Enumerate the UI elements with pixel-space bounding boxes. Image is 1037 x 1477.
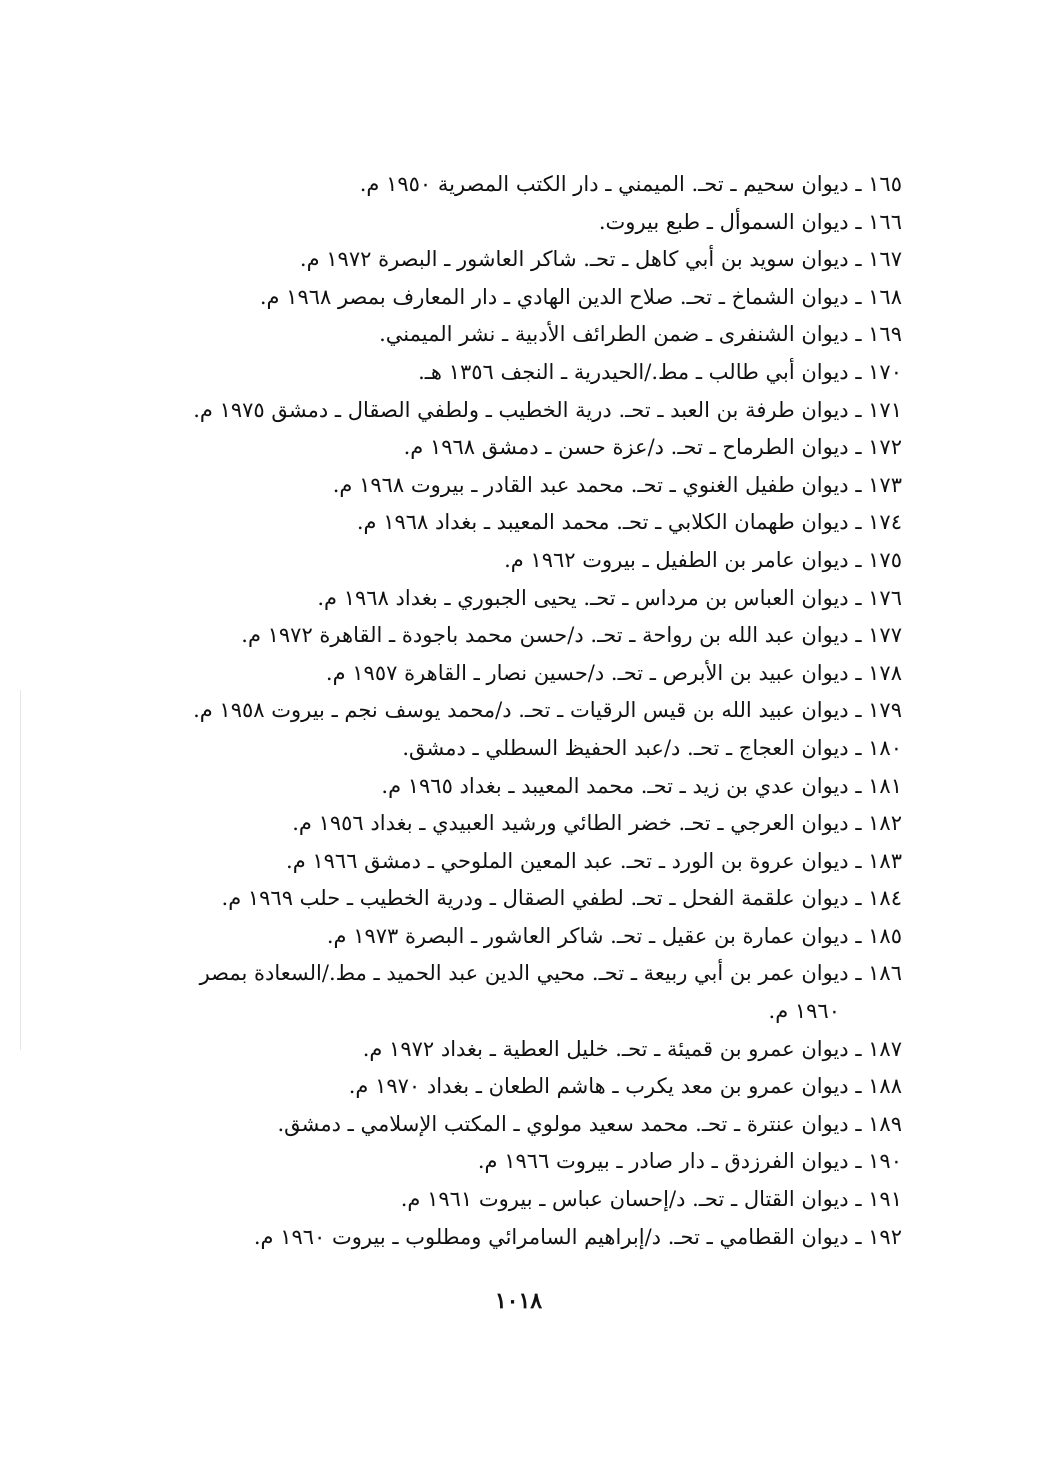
bibliography-entry: ١٦٥ ـ ديوان سحيم ـ تحـ. الميمني ـ دار الكتب المصرية ١٩٥٠ م. — [359, 172, 902, 196]
bibliography-entry: ١٨٠ ـ ديوان العجاج ـ تحـ. د/عبد الحفيظ السطلي ـ دمشق. — [402, 735, 902, 760]
bibliography-entry: ١٩١ ـ ديوان القتال ـ تحـ. د/إحسان عباس ـ بيروت ١٩٦١ م. — [400, 1187, 902, 1212]
bibliography-entry: ١٧٦ ـ ديوان العباس بن مرداس ـ تحـ. يحيى الجبوري ـ بغداد ١٩٦٨ م. — [317, 585, 902, 610]
bibliography-entry: ١٧٩ ـ ديوان عبيد الله بن قيس الرقيات ـ تحـ. د/محمد يوسف نجم ـ بيروت ١٩٥٨ م. — [193, 698, 902, 723]
bibliography-entry: ١٧٢ ـ ديوان الطرماح ـ تحـ. د/عزة حسن ـ دمشق ١٩٦٨ م. — [403, 435, 902, 460]
bibliography-entry: ١٧٤ ـ ديوان طهمان الكلابي ـ تحـ. محمد المعيبد ـ بغداد ١٩٦٨ م. — [356, 510, 902, 535]
bibliography-list — [132, 166, 902, 1256]
bibliography-entry: ١٦٦ ـ ديوان السموأل ـ طبع بيروت. — [598, 209, 902, 234]
bibliography-entry: ١٧١ ـ ديوان طرفة بن العبد ـ تحـ. درية الخطيب ـ ولطفي الصقال ـ دمشق ١٩٧٥ م. — [193, 397, 902, 422]
bibliography-entry: ١٩٠ ـ ديوان الفرزدق ـ دار صادر ـ بيروت ١٩٦٦ م. — [477, 1149, 902, 1174]
bibliography-entry: ١٧٥ ـ ديوان عامر بن الطفيل ـ بيروت ١٩٦٢ م. — [504, 547, 902, 572]
bibliography-entry: ١٦٨ ـ ديوان الشماخ ـ تحـ. صلاح الدين الهادي ـ دار المعارف بمصر ١٩٦٨ م. — [259, 284, 902, 309]
bibliography-entry-multiline — [132, 955, 902, 1030]
bibliography-entry: ١٨٥ ـ ديوان عمارة بن عقيل ـ تحـ. شاكر العاشور ـ البصرة ١٩٧٣ م. — [326, 923, 902, 948]
scan-margin-line — [20, 690, 21, 1050]
bibliography-entry: ١٨٨ ـ ديوان عمرو بن معد يكرب ـ هاشم الطعان ـ بغداد ١٩٧٠ م. — [348, 1074, 902, 1099]
entry-line-1: ١٨٦ ـ ديوان عمر بن أبي ربيعة ـ تحـ. محيي الدين عبد الحميد ـ مط./السعادة بمصر — [199, 961, 902, 986]
bibliography-entry: ١٨٤ ـ ديوان علقمة الفحل ـ تحـ. لطفي الصقال ـ ودرية الخطيب ـ حلب ١٩٦٩ م. — [221, 886, 902, 911]
bibliography-entry: ١٧٨ ـ ديوان عبيد بن الأبرص ـ تحـ. د/حسين نصار ـ القاهرة ١٩٥٧ م. — [325, 660, 902, 685]
bibliography-entry: ١٨٧ ـ ديوان عمرو بن قميئة ـ تحـ. خليل العطية ـ بغداد ١٩٧٢ م. — [362, 1036, 902, 1061]
bibliography-entry: ١٨١ ـ ديوان عدي بن زيد ـ تحـ. محمد المعيبد ـ بغداد ١٩٦٥ م. — [381, 773, 902, 798]
bibliography-entry: ١٧٧ ـ ديوان عبد الله بن رواحة ـ تحـ. د/حسن محمد باجودة ـ القاهرة ١٩٧٢ م. — [241, 623, 902, 648]
bibliography-entry: ١٦٩ ـ ديوان الشنفرى ـ ضمن الطرائف الأدبية ـ نشر الميمني. — [379, 322, 902, 347]
bibliography-entry: ١٨٣ ـ ديوان عروة بن الورد ـ تحـ. عبد المعين الملوحي ـ دمشق ١٩٦٦ م. — [286, 848, 902, 873]
page-number: ١٠١٨ — [494, 1288, 543, 1314]
bibliography-entry: ١٦٧ ـ ديوان سويد بن أبي كاهل ـ تحـ. شاكر العاشور ـ البصرة ١٩٧٢ م. — [299, 247, 902, 272]
bibliography-entry: ١٩٢ ـ ديوان القطامي ـ تحـ. د/إبراهيم السامرائي ومطلوب ـ بيروت ١٩٦٠ م. — [253, 1224, 902, 1249]
bibliography-entry: ١٧٠ ـ ديوان أبي طالب ـ مط./الحيدرية ـ النجف ١٣٥٦ هـ. — [418, 359, 902, 384]
entry-line-2: ١٩٦٠ م. — [768, 999, 840, 1024]
bibliography-entry: ١٨٢ ـ ديوان العرجي ـ تحـ. خضر الطائي ورشيد العبيدي ـ بغداد ١٩٥٦ م. — [292, 811, 902, 836]
bibliography-entry: ١٧٣ ـ ديوان طفيل الغنوي ـ تحـ. محمد عبد القادر ـ بيروت ١٩٦٨ م. — [332, 472, 902, 497]
bibliography-entry: ١٨٩ ـ ديوان عنترة ـ تحـ. محمد سعيد مولوي ـ المكتب الإسلامي ـ دمشق. — [277, 1111, 902, 1136]
